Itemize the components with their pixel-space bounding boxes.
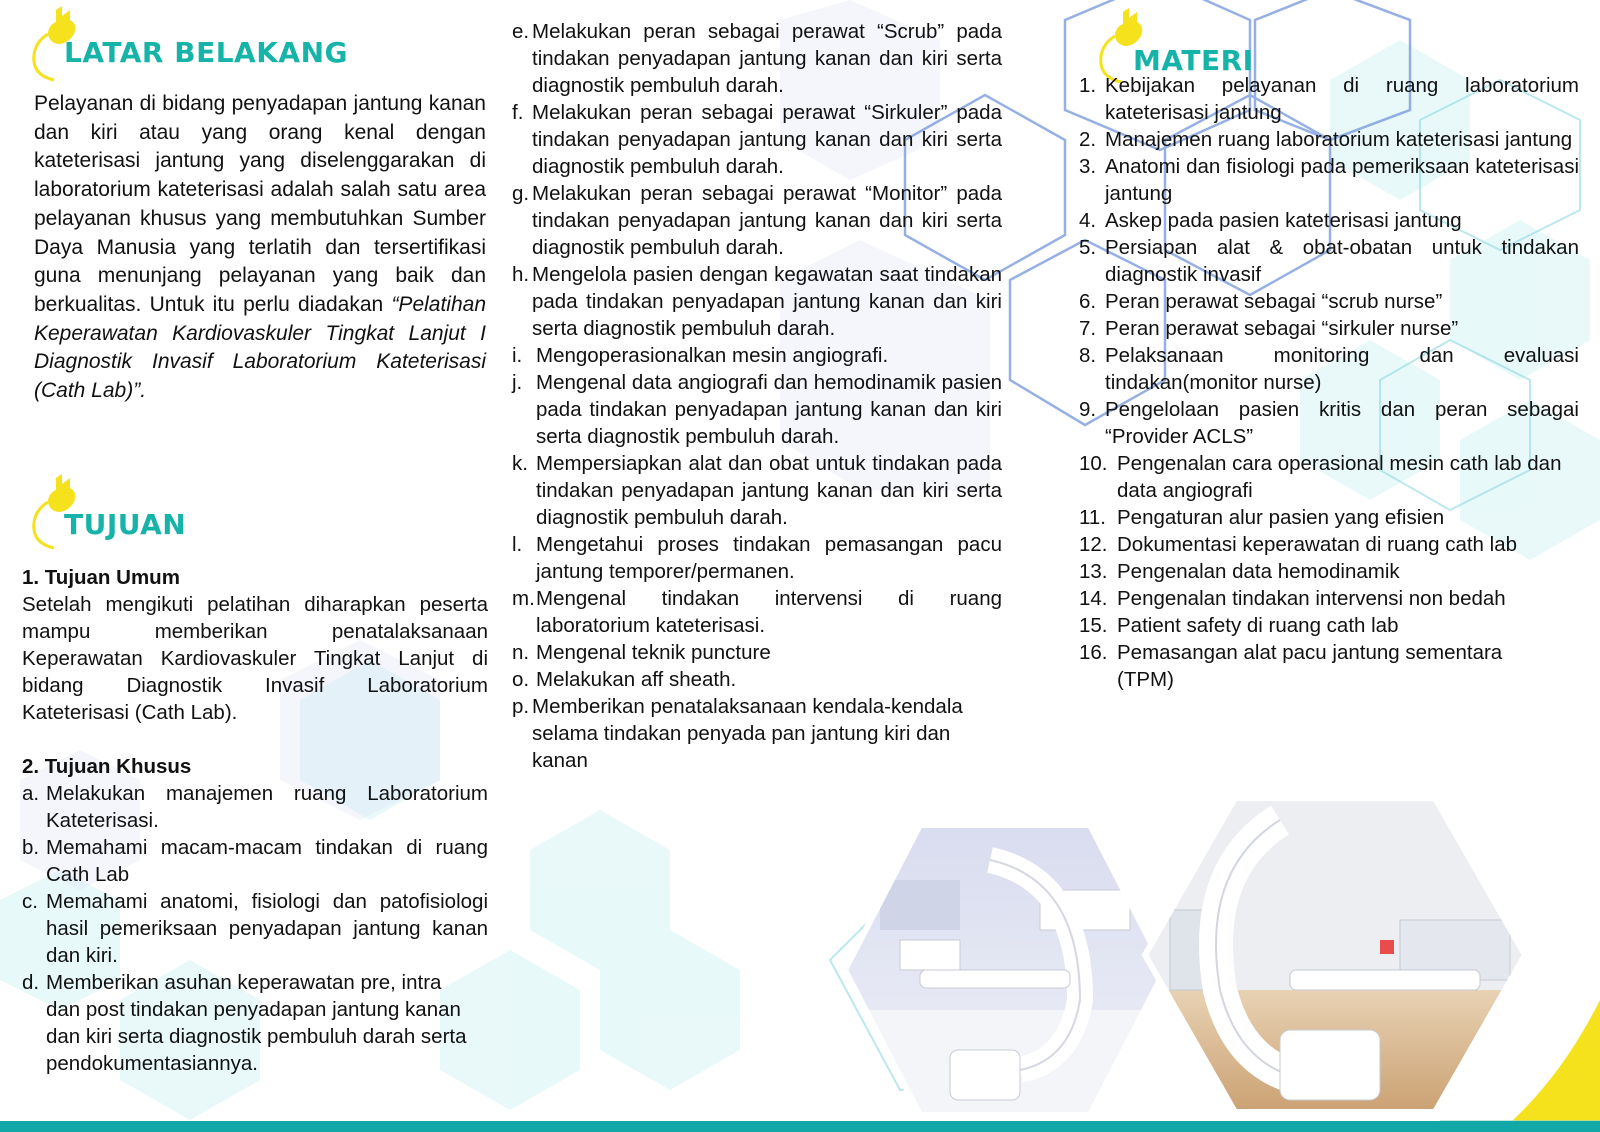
list-item: 9. Pengelolaan pasien kritis dan peran sebagai “Provider ACLS” bbox=[1079, 398, 1579, 448]
list-item: 15. Patient safety di ruang cath lab bbox=[1079, 614, 1399, 637]
list-item: b. Memahami macam-macam tindakan di ruang Cath Lab bbox=[22, 836, 488, 886]
tujuan-section bbox=[22, 564, 488, 1077]
tujuan-khusus-title: 2. Tujuan Khusus bbox=[22, 755, 192, 778]
list-item: 6. Peran perawat sebagai “scrub nurse” bbox=[1079, 290, 1443, 313]
list-item: g. Melakukan peran sebagai perawat “Monitor” pada tindakan penyadapan jantung kanan dan kiri serta diagnostik pembuluh darah. bbox=[512, 182, 1002, 259]
list-item: o. Melakukan aff sheath. bbox=[512, 668, 737, 691]
bottom-bar bbox=[0, 1121, 1600, 1132]
list-item: m. Mengenal tindakan intervensi di ruang laboratorium kateterisasi. bbox=[512, 587, 1002, 637]
latar-belakang-heading: LATAR BELAKANG bbox=[64, 36, 349, 69]
list-item: 8. Pelaksanaan monitoring dan evaluasi tindakan(monitor nurse) bbox=[1079, 344, 1579, 394]
list-item: 14. Pengenalan tindakan intervensi non bedah bbox=[1079, 587, 1506, 610]
list-item: 10. Pengenalan cara operasional mesin cath lab dan data angiografi bbox=[1079, 452, 1562, 502]
list-item: 12. Dokumentasi keperawatan di ruang cath lab bbox=[1079, 533, 1517, 556]
materi-heading: MATERI bbox=[1133, 44, 1254, 77]
list-item: d. Memberikan asuhan keperawatan pre, intra dan post tindakan penyadapan jantung kanan dan kiri serta diagnostik pembuluh darah serta pendokumentasiannya. bbox=[22, 971, 467, 1075]
training-title: “Pelatihan Keperawatan Kardiovaskuler Tingkat Lanjut I Diagnostik Invasif Laboratorium Kateterisasi (Cath Lab)”. bbox=[34, 292, 486, 403]
list-item: c. Memahami anatomi, fisiologi dan patofisiologi hasil pemeriksaan penyadapan jantung kanan dan kiri. bbox=[22, 890, 488, 967]
list-item: 11. Pengaturan alur pasien yang efisien bbox=[1079, 506, 1445, 529]
tujuan-umum-body: Setelah mengikuti pelatihan diharapkan peserta mampu memberikan penatalaksanaan Keperawatan Kardiovaskuler Tingkat Lanjut di bidang Diagnostik Invasif Laboratorium Kateterisasi (Cath Lab). bbox=[22, 593, 488, 724]
list-item: 1. Kebijakan pelayanan di ruang laboratorium kateterisasi jantung bbox=[1079, 74, 1579, 124]
list-item: 16. Pemasangan alat pacu jantung sementara (TPM) bbox=[1079, 641, 1503, 691]
materi-list bbox=[1079, 72, 1579, 693]
latar-belakang-body bbox=[34, 90, 486, 406]
list-item: 5. Persiapan alat & obat-obatan untuk tindakan diagnostik invasif bbox=[1079, 236, 1579, 286]
list-item: 4. Askep pada pasien kateterisasi jantung bbox=[1079, 209, 1462, 232]
list-item: i. Mengoperasionalkan mesin angiografi. bbox=[512, 344, 889, 367]
list-item: l. Mengetahui proses tindakan pemasangan pacu jantung temporer/permanen. bbox=[512, 533, 1002, 583]
cath-lab-photo-1 bbox=[840, 820, 1170, 1120]
list-item: n. Mengenal teknik puncture bbox=[512, 641, 771, 664]
list-item: 2. Manajemen ruang laboratorium kateterisasi jantung bbox=[1079, 128, 1573, 151]
list-item: e. Melakukan peran sebagai perawat “Scrub” pada tindakan penyadapan jantung kanan dan kiri serta diagnostik pembuluh darah. bbox=[512, 20, 1002, 97]
list-item: p. Memberikan penatalaksanaan kendala-kendala selama tindakan penyada pan jantung kiri dan kanan bbox=[512, 695, 963, 772]
tujuan-heading: TUJUAN bbox=[64, 508, 187, 541]
tujuan-umum-title: 1. Tujuan Umum bbox=[22, 566, 180, 589]
list-item: a. Melakukan manajemen ruang Laboratorium Kateterisasi. bbox=[22, 782, 488, 832]
list-item: 3. Anatomi dan fisiologi pada pemeriksaan kateterisasi jantung bbox=[1079, 155, 1579, 205]
cath-lab-photo-2 bbox=[1140, 790, 1530, 1120]
list-item: 7. Peran perawat sebagai “sirkuler nurse” bbox=[1079, 317, 1459, 340]
list-item: j. Mengenal data angiografi dan hemodinamik pasien pada tindakan penyadapan jantung kanan dan kiri serta diagnostik pembuluh darah. bbox=[512, 371, 1002, 448]
list-item: h. Mengelola pasien dengan kegawatan saat tindakan pada tindakan penyadapan jantung kanan dan kiri serta diagnostik pembuluh darah. bbox=[512, 263, 1002, 340]
list-item: f. Melakukan peran sebagai perawat “Sirkuler” pada tindakan penyadapan jantung kanan dan kiri serta diagnostik pembuluh darah. bbox=[512, 101, 1002, 178]
tujuan-khusus-continued bbox=[512, 18, 1002, 774]
list-item: 13. Pengenalan data hemodinamik bbox=[1079, 560, 1400, 583]
list-item: k. Mempersiapkan alat dan obat untuk tindakan pada tindakan penyadapan jantung kanan dan kiri serta diagnostik pembuluh darah. bbox=[512, 452, 1002, 529]
latar-body-text: Pelayanan di bidang penyadapan jantung kanan dan kiri atau yang orang kenal dengan kateterisasi jantung yang diselenggarakan di laboratorium kateterisasi adalah salah satu area pelayanan khusus yang membutuhkan Sumber Daya Manusia yang terlatih dan tersertifikasi guna menunjang pelayanan yang baik dan berkualitas. Untuk itu perlu diadakan bbox=[34, 92, 486, 316]
